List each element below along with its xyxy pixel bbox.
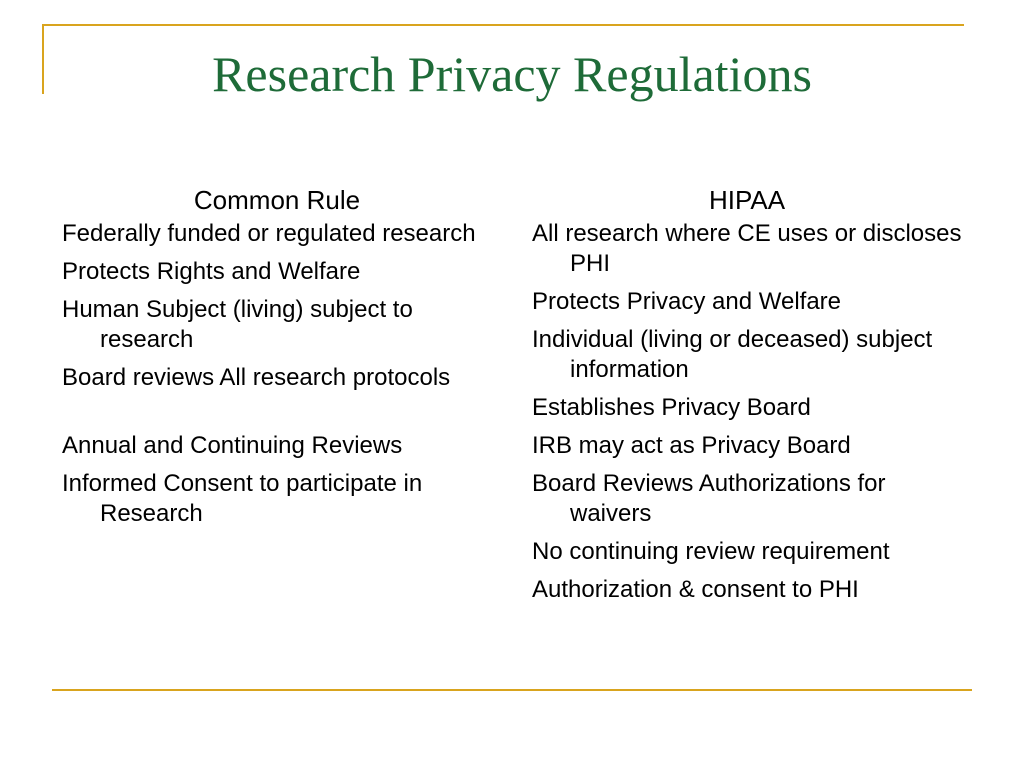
list-item: Annual and Continuing Reviews [62,432,403,459]
list-item: Protects Privacy and Welfare [532,288,842,315]
slide-title: Research Privacy Regulations [212,46,812,102]
hipaa-column [532,183,972,613]
column-heading-hipaa: HIPAA [708,185,786,215]
bottom-accent-rule [52,689,972,691]
list-item: All research where CE uses or discloses PHI [532,220,962,277]
list-item: Federally funded or regulated research [62,220,476,247]
top-accent-rule [42,24,964,26]
list-item: Informed Consent to participate in Research [62,470,423,527]
list-item: IRB may act as Privacy Board [532,432,851,459]
list-item: Establishes Privacy Board [532,394,811,421]
list-item: Authorization & consent to PHI [532,576,859,603]
hipaa-list [532,219,972,605]
list-item: Individual (living or deceased) subject information [532,326,933,383]
common-rule-column [62,183,502,537]
column-heading-common-rule: Common Rule [193,185,361,215]
list-item: No continuing review requirement [532,538,890,565]
list-item: Board reviews All research protocols [62,364,451,391]
list-item: Human Subject (living) subject to research [62,296,413,353]
common-rule-list [62,219,502,529]
list-item: Protects Rights and Welfare [62,258,361,285]
list-item: Board Reviews Authorizations for waivers [532,470,886,527]
